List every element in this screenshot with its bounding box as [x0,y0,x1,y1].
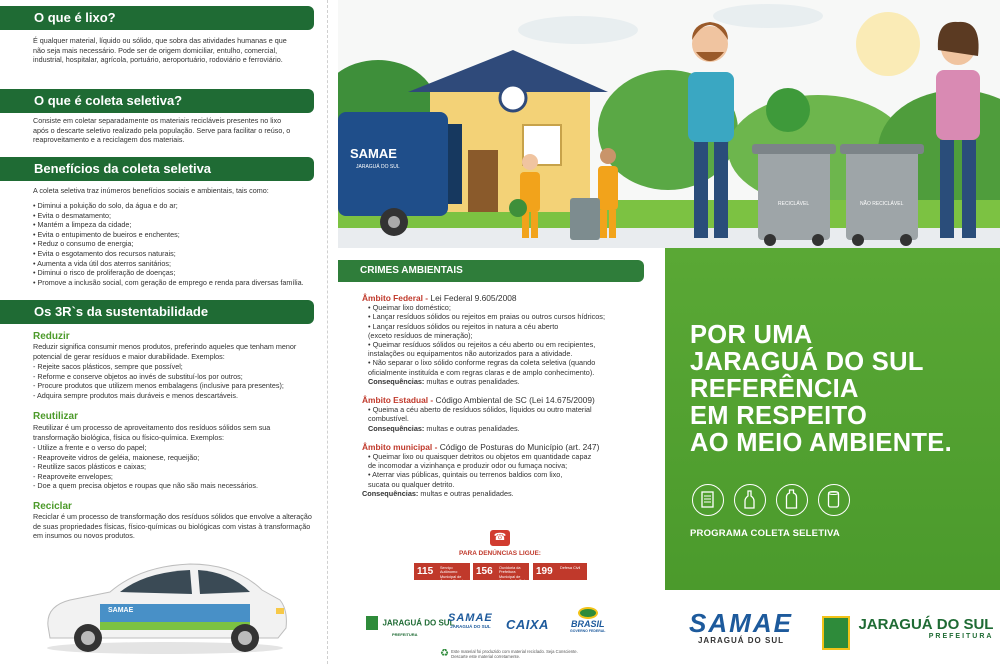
crimes-municipal-law: Código de Posturas do Município (art. 247) [439,441,600,452]
slogan-line: EM RESPEITO [690,402,868,430]
list-item: - Adquira sempre produtos mais duráveis e menos descartáveis. [33,390,238,400]
samae-car-illustration [40,548,290,656]
list-item: - Procure produtos que utilizem menos embalagens (inclusive para presentes); [33,381,284,391]
crimes-content [362,294,642,498]
denuncias-label: PARA DENÚNCIAS LIGUE: [459,550,541,557]
list-item: • Mantém a limpeza da cidade; [33,220,132,230]
section-intro-beneficios: A coleta seletiva traz inúmeros benefícios sociais e ambientais, tais como: [33,186,269,195]
consequences-label: Consequências: [362,488,419,498]
logo-text: SAMAE [448,612,493,624]
list-item: • Aumenta a vida útil dos aterros sanitários; [33,258,171,268]
glass-bottle-icon [734,484,766,516]
logo-subtext: PREFEITURA [392,632,418,637]
recycle-icon: ♻ [440,648,449,659]
logo-jaragua-big [822,616,993,650]
section-title-lixo: O que é lixo? [0,6,314,30]
list-item: • Diminui a poluição do solo, da água e do ar; [33,201,178,210]
phone-number: 199 [536,566,553,577]
phone-199 [533,563,587,580]
subtitle-reutilizar: Reutilizar [33,411,79,422]
trash-bag-icon [766,88,810,132]
eco-note-text: Este material foi produzido com material reciclado. Seja Consciente. Descarte este material corretamente. [451,649,578,659]
list-item: • Queimar lixo ou quaisquer detritos ou objetos em quantidade capaz [368,452,592,462]
section-title-coleta: O que é coleta seletiva? [0,89,314,113]
logo-text: SAMAE [689,608,793,638]
list-item: instalações ou equipamentos não autorizados para a atividade. [368,349,573,359]
consequences-text: multas e outras penalidades. [424,376,520,386]
crimes-federal-title [362,294,642,303]
crimes-municipal-title [362,443,642,452]
list-item: - Doe a quem precisa objetos e roupas que não são mais necessários. [33,481,258,491]
logo-jaragua-small [366,614,454,637]
subtitle-reciclar: Reciclar [33,501,72,512]
logo-subtext: PREFEITURA [928,633,994,640]
metal-can-icon [818,484,850,516]
jaragua-coat-of-arms-icon [822,616,850,650]
list-item: (exceto resíduos de mineração); [368,330,473,340]
logo-subtext: GOVERNO FEDERAL [570,629,606,633]
slogan-line: JARAGUÁ DO SUL [690,348,924,376]
crimes-federal-consequences [362,377,642,386]
list-item: • Aterrar vias públicas, quintais ou terrenos baldios com lixo, [368,470,563,480]
crimes-estadual-label: Âmbito Estadual - [362,395,436,406]
reduzir-list [33,362,323,400]
truck-logo: SAMAE [350,146,397,161]
body-reciclar: Reciclar é um processo de transformação dos resíduos sólidos que envolve a alteração de suas propriedades físicas, físico-químicas ou biológicas com vistas à transformação em insumos ou novos produtos. [33,512,312,541]
bin-non-recyclable [840,144,924,246]
phone-desc: Serviço Autônomo Municipal de Água e Esgoto [440,566,465,584]
logo-subtext: JARAGUÁ DO SUL [697,636,784,645]
phone-156 [473,563,529,584]
body-reutilizar: Reutilizar é um processo de aproveitamento dos resíduos sólidos sem sua transformação biológica, física ou físico-química. Exemplos: [33,423,271,442]
list-item: - Reaproveite envelopes; [33,471,113,481]
crimes-estadual-list [362,405,642,423]
crimes-federal-law: Lei Federal 9.605/2008 [430,293,517,303]
crimes-municipal-list [362,452,642,489]
section-body-coleta: Consiste em coletar separadamente os materiais recicláveis presentes no lixo após o descarte seletivo realizado pela população. Serve para facilitar o reúso, o reaproveitamento e a reciclagem dos materiais. [33,116,291,145]
list-item: • Não separar o lixo sólido conforme regras da coleta seletiva (quando [368,358,596,368]
list-item: de incomodar a vizinhança e produzir odor ou fumaça nociva; [368,461,568,471]
recycling-scene [338,0,1000,248]
list-item: - Utilize a frente e o verso do papel; [33,443,147,452]
section-title-3rs: Os 3R`s da sustentabilidade [0,300,314,324]
logo-samae-small [448,612,493,629]
consequences-text: multas e outras penalidades. [424,423,520,433]
list-item: combustível. [368,414,409,424]
section-title-beneficios: Benefícios da coleta seletiva [0,157,314,181]
crimes-federal-list [362,303,642,377]
jaragua-shield-icon [366,616,378,630]
list-item: • Queimar resíduos sólidos ou rejeitos a céu aberto ou em recipientes, [368,340,596,350]
slogan-line: POR UMA [690,321,813,349]
crimes-estadual-consequences [362,424,642,433]
phone-number: 156 [476,566,493,577]
phone-115 [414,563,470,584]
crimes-municipal-label: Âmbito municipal - [362,441,440,452]
section-body-lixo: É qualquer material, líquido ou sólido, que sobra das atividades humanas e que não seja mais necessário. Pode ser de origem domiciliar, entulho, comercial, industrial, hospitalar, agrícola, portuário, aeroportuário, rodoviário e ferroviário. [33,36,287,65]
paper-icon [692,484,724,516]
bin-label-non-recyclable: NÃO RECICLÁVEL [860,201,904,207]
phone-icon: ☎ [490,530,510,546]
slogan-line: AO MEIO AMBIENTE. [690,429,952,457]
left-panel [0,0,328,664]
bin-recyclable [752,144,836,246]
logo-text: BRASIL [570,619,605,629]
bin-label-recyclable: RECICLÁVEL [778,201,810,207]
reutilizar-list [33,443,323,491]
phone-desc: Defesa Civil [560,566,581,570]
list-item: • Lançar resíduos sólidos ou rejeitos em praias ou outros cursos hídricos; [368,312,605,322]
eco-note [440,649,581,659]
logo-caixa: CAIXA [506,617,549,632]
program-label: PROGRAMA COLETA SELETIVA [690,528,840,539]
logo-text: JARAGUÁ DO SUL [382,618,455,628]
body-reduzir: Reduzir significa consumir menos produtos, preferindo aqueles que tenham menor potencial de gerar resíduos e maior durabilidade. Exemplos: [33,342,297,361]
consequences-text: multas e outras penalidades. [418,488,514,498]
phone-desc: Ouvidoria da Prefeitura Municipal de Jaraguá do Sul [499,566,525,584]
list-item: • Evita o entupimento de bueiros e enchentes; [33,229,180,239]
crimes-municipal-consequences [362,489,642,498]
list-item: • Evita o desmatamento; [33,210,112,220]
list-item: • Reduz o consumo de energia; [33,239,134,249]
list-item: - Reforme e conserve objetos ao invés de substituí-los por outros; [33,371,243,381]
list-item: • Diminui o risco de proliferação de doenças; [33,268,176,278]
list-item: • Evita o esgotamento dos recursos naturais; [33,248,176,258]
brasil-globe-icon [578,607,598,619]
plastic-bottle-icon [776,484,808,516]
consequences-label: Consequências: [368,376,425,386]
logo-samae-big [686,610,796,645]
list-item: • Queima a céu aberto de resíduos sólidos, líquidos ou outro material [368,405,592,415]
list-item: oficialmente instituída e com regras claras e de amplo conhecimento). [368,367,595,377]
logo-subtext: JARAGUÁ DO SUL [450,624,491,629]
beneficios-list [33,201,323,287]
list-item: sucata ou qualquer detrito. [368,479,455,489]
list-item: - Rejeite sacos plásticos, sempre que possível; [33,362,183,371]
logo-brasil [570,607,605,633]
list-item: • Promove a inclusão social, com geração de emprego e renda para diversas família. [33,277,304,287]
list-item: - Reaproveite vidros de geléia, maionese, requeijão; [33,452,200,462]
crimes-title: CRIMES AMBIENTAIS [338,260,644,282]
phone-number: 115 [417,566,434,577]
list-item: - Reutilize sacos plásticos e caixas; [33,462,147,472]
truck-logo-sub: JARAGUÁ DO SUL [356,164,400,170]
sun-icon [856,12,920,76]
subtitle-reduzir: Reduzir [33,331,70,342]
list-item: • Lançar resíduos sólidos ou rejeitos in natura a céu aberto [368,321,559,331]
logo-text: JARAGUÁ DO SUL [858,616,994,633]
slogan-line: REFERÊNCIA [690,375,859,403]
slogan [690,322,990,457]
consequences-label: Consequências: [368,423,425,433]
svg-text:SAMAE: SAMAE [108,607,134,614]
hero-illustration [338,0,1000,248]
list-item: • Queimar lixo doméstico; [368,303,451,313]
crimes-federal-label: Âmbito Federal - [362,293,431,303]
crimes-estadual-law: Código Ambiental de SC (Lei 14.675/2009) [435,395,595,406]
crimes-estadual-title [362,396,642,405]
